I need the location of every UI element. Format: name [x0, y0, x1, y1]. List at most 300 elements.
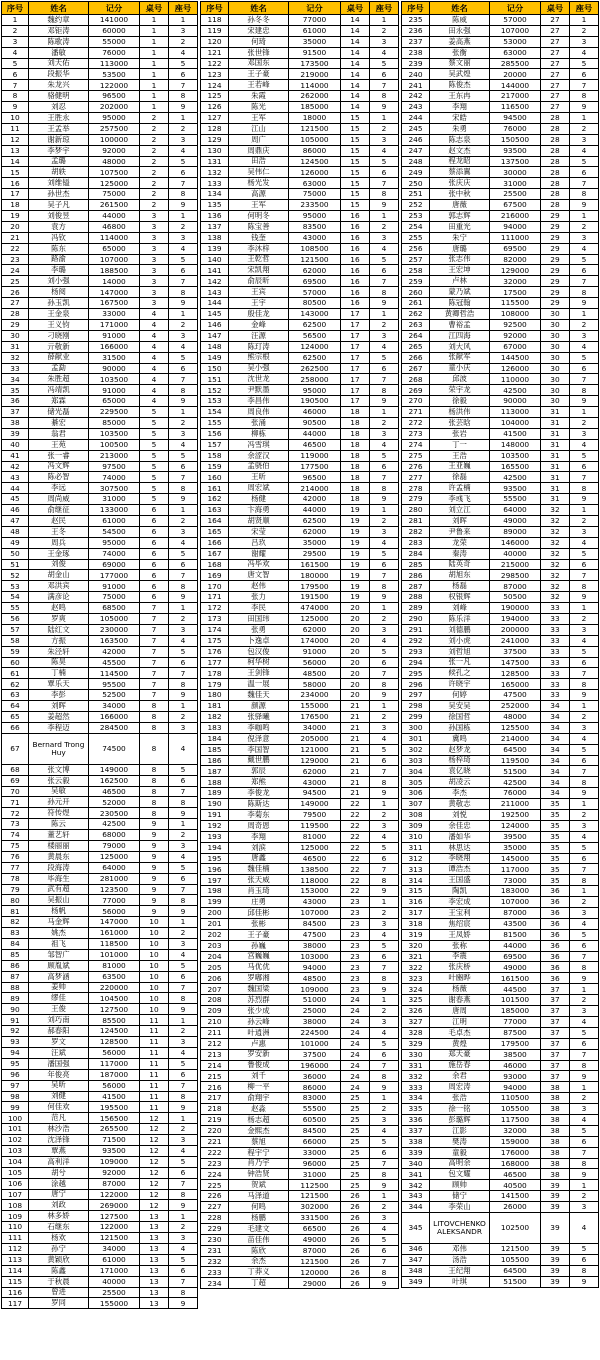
- cell-table: 2: [140, 123, 169, 134]
- cell-table: 31: [541, 439, 570, 450]
- cell-table: 39: [541, 1243, 570, 1254]
- header-score: 记分: [89, 2, 140, 15]
- cell-seq: 186: [201, 755, 229, 766]
- cell-name: 戴世鹏: [229, 755, 289, 766]
- cell-name: 刘晖: [430, 515, 490, 526]
- cell-seat: 6: [370, 951, 399, 962]
- cell-name: 曾进: [29, 1287, 89, 1298]
- cell-seq: 301: [402, 733, 430, 744]
- table-row: [201, 221, 399, 232]
- table-row: [2, 298, 198, 309]
- cell-name: 潘国强: [29, 1058, 89, 1069]
- cell-seq: 87: [2, 971, 29, 982]
- cell-seq: 128: [201, 123, 229, 134]
- cell-seq: 247: [402, 145, 430, 156]
- cell-table: 32: [541, 515, 570, 526]
- cell-table: 1: [140, 15, 169, 26]
- cell-score: 86000: [289, 145, 341, 156]
- cell-name: 李昌伟: [229, 396, 289, 407]
- cell-seq: 184: [201, 733, 229, 744]
- cell-seat: 4: [570, 47, 599, 58]
- cell-seat: 1: [370, 211, 399, 222]
- cell-seat: 8: [370, 287, 399, 298]
- table-row: [402, 243, 599, 254]
- cell-name: 朱泾轩: [29, 646, 89, 657]
- cell-table: 21: [341, 712, 370, 723]
- cell-seq: 11: [2, 123, 29, 134]
- cell-score: 121500: [289, 1191, 341, 1202]
- cell-name: 赵梦龙: [430, 744, 490, 755]
- cell-score: 141000: [89, 15, 140, 26]
- cell-score: 61000: [89, 515, 140, 526]
- cell-score: 87000: [89, 1178, 140, 1189]
- cell-seq: 34: [2, 374, 29, 385]
- cell-score: 101500: [490, 995, 541, 1006]
- cell-seat: 6: [370, 461, 399, 472]
- table-row: [2, 1243, 198, 1254]
- cell-name: 缪佳: [29, 993, 89, 1004]
- cell-seq: 308: [402, 810, 430, 821]
- cell-name: 田浩: [229, 156, 289, 167]
- cell-name: 胡凌云: [430, 777, 490, 788]
- cell-name: 吴子凡: [29, 200, 89, 211]
- cell-name: 蔡添翼: [430, 167, 490, 178]
- cell-table: 3: [140, 276, 169, 287]
- cell-score: 47500: [490, 690, 541, 701]
- table-row: [402, 352, 599, 363]
- cell-seq: 4: [2, 47, 29, 58]
- cell-score: 150500: [490, 134, 541, 145]
- cell-seat: 2: [570, 1093, 599, 1104]
- table-row: [2, 895, 198, 906]
- cell-table: 16: [341, 254, 370, 265]
- cell-seat: 1: [370, 309, 399, 320]
- cell-name: 鲁俊成: [229, 1060, 289, 1071]
- cell-seq: 44: [2, 483, 29, 494]
- cell-score: 54500: [89, 526, 140, 537]
- table-row: [2, 993, 198, 1004]
- cell-seat: 8: [570, 1265, 599, 1276]
- cell-name: 张云毅: [29, 775, 89, 786]
- table-row: [402, 918, 599, 929]
- cell-name: 张勇: [229, 624, 289, 635]
- cell-name: 刘峰: [430, 603, 490, 614]
- cell-table: 29: [541, 221, 570, 232]
- cell-seat: 9: [570, 102, 599, 113]
- cell-table: 9: [140, 895, 169, 906]
- cell-seq: 144: [201, 298, 229, 309]
- cell-score: 95000: [289, 385, 341, 396]
- table-row: [201, 820, 399, 831]
- cell-seq: 217: [201, 1093, 229, 1104]
- cell-score: 94500: [490, 113, 541, 124]
- cell-table: 6: [140, 570, 169, 581]
- cell-score: 93000: [490, 1071, 541, 1082]
- cell-seq: 233: [201, 1267, 229, 1278]
- cell-seq: 21: [2, 232, 29, 243]
- table-row: [2, 189, 198, 200]
- cell-seq: 302: [402, 744, 430, 755]
- cell-seq: 303: [402, 755, 430, 766]
- table-row: [2, 646, 198, 657]
- cell-score: 38500: [490, 1049, 541, 1060]
- cell-name: 徐一铭: [430, 1104, 490, 1115]
- cell-seat: 1: [370, 701, 399, 712]
- cell-name: 段海涛: [29, 862, 89, 873]
- cell-seq: 290: [402, 613, 430, 624]
- cell-seat: 5: [370, 646, 399, 657]
- cell-score: 265500: [89, 1124, 140, 1135]
- cell-name: 殷佳龙: [229, 309, 289, 320]
- cell-seat: 3: [570, 624, 599, 635]
- table-row: [402, 657, 599, 668]
- cell-table: 37: [541, 1006, 570, 1017]
- cell-seat: 7: [169, 1276, 198, 1287]
- cell-seat: 1: [169, 1113, 198, 1124]
- cell-name: 高明余: [430, 1158, 490, 1169]
- cell-name: 孙冬冬: [229, 15, 289, 26]
- table-row: [2, 145, 198, 156]
- table-row: [201, 799, 399, 810]
- cell-seq: 312: [402, 853, 430, 864]
- cell-seat: 5: [570, 842, 599, 853]
- cell-name: 许孟楠: [430, 483, 490, 494]
- cell-seat: 6: [370, 1147, 399, 1158]
- cell-seat: 8: [570, 777, 599, 788]
- cell-seat: 1: [169, 701, 198, 712]
- cell-name: 李程迈: [29, 722, 89, 733]
- cell-seat: 8: [570, 91, 599, 102]
- cell-name: 徐磊: [430, 472, 490, 483]
- cell-seat: 5: [570, 254, 599, 265]
- cell-seat: 2: [370, 221, 399, 232]
- cell-seat: 7: [370, 1158, 399, 1169]
- cell-table: 21: [341, 722, 370, 733]
- cell-table: 30: [541, 385, 570, 396]
- cell-name: 罗文: [29, 1037, 89, 1048]
- cell-score: 153000: [289, 886, 341, 897]
- cell-table: 15: [341, 189, 370, 200]
- cell-seat: 1: [370, 1191, 399, 1202]
- cell-score: 107500: [89, 167, 140, 178]
- cell-seq: 88: [2, 982, 29, 993]
- cell-score: 127500: [89, 1211, 140, 1222]
- cell-seat: 2: [370, 1104, 399, 1115]
- cell-score: 58000: [289, 679, 341, 690]
- cell-score: 107000: [289, 908, 341, 919]
- table-row: [201, 472, 399, 483]
- cell-seat: 2: [169, 1124, 198, 1135]
- cell-name: 赵文杰: [430, 145, 490, 156]
- cell-name: 黄颖欣: [29, 1254, 89, 1265]
- cell-seq: 321: [402, 951, 430, 962]
- cell-table: 33: [541, 690, 570, 701]
- table-row: [2, 786, 198, 797]
- standings-table-3: [401, 1, 599, 1288]
- cell-name: LITOVCHENKO ALEKSANDR: [430, 1212, 490, 1243]
- cell-name: 肖乃宇: [229, 1158, 289, 1169]
- cell-name: 邓洪宾: [29, 581, 89, 592]
- cell-seat: 7: [169, 668, 198, 679]
- cell-score: 233500: [289, 200, 341, 211]
- cell-seat: 2: [169, 221, 198, 232]
- cell-score: 73000: [490, 875, 541, 886]
- cell-name: 程宇宁: [229, 1147, 289, 1158]
- cell-seat: 5: [169, 352, 198, 363]
- cell-seq: 226: [201, 1191, 229, 1202]
- cell-name: 黄敬志: [430, 799, 490, 810]
- table-row: [2, 949, 198, 960]
- cell-score: 137500: [490, 156, 541, 167]
- table-row: [2, 483, 198, 494]
- table-row: [402, 200, 599, 211]
- cell-score: 214000: [289, 483, 341, 494]
- cell-name: 林多娇: [29, 1211, 89, 1222]
- cell-name: 陈昊: [29, 657, 89, 668]
- cell-table: 25: [341, 1136, 370, 1147]
- cell-name: 邓国东: [229, 58, 289, 69]
- cell-seq: 39: [2, 428, 29, 439]
- cell-seq: 69: [2, 775, 29, 786]
- cell-seat: 8: [169, 1287, 198, 1298]
- cell-score: 114000: [289, 80, 341, 91]
- table-row: [2, 407, 198, 418]
- cell-name: 祖飞: [29, 939, 89, 950]
- cell-table: 10: [140, 917, 169, 928]
- cell-seq: 127: [201, 113, 229, 124]
- cell-table: 16: [341, 243, 370, 254]
- cell-seq: 323: [402, 973, 430, 984]
- cell-score: 165500: [490, 461, 541, 472]
- cell-score: 143000: [289, 309, 341, 320]
- table-row: [2, 36, 198, 47]
- cell-seq: 342: [402, 1180, 430, 1191]
- cell-table: 2: [140, 113, 169, 124]
- cell-seat: 8: [169, 287, 198, 298]
- cell-table: 16: [341, 276, 370, 287]
- cell-name: 高梦涵: [29, 971, 89, 982]
- cell-table: 18: [341, 483, 370, 494]
- cell-seq: 291: [402, 624, 430, 635]
- cell-score: 262000: [289, 91, 341, 102]
- cell-score: 87000: [490, 581, 541, 592]
- cell-seq: 295: [402, 668, 430, 679]
- cell-score: 114500: [89, 668, 140, 679]
- cell-name: 年俊亮: [29, 1069, 89, 1080]
- cell-seat: 7: [169, 374, 198, 385]
- cell-seat: 1: [570, 984, 599, 995]
- cell-name: 张芸晗: [430, 417, 490, 428]
- cell-score: 62000: [289, 265, 341, 276]
- cell-score: 144000: [490, 80, 541, 91]
- cell-seat: 9: [570, 1276, 599, 1287]
- table-row: [402, 1169, 599, 1180]
- cell-seq: 121: [201, 47, 229, 58]
- cell-name: 冯毕欢: [229, 559, 289, 570]
- cell-name: 叶豳晔: [430, 973, 490, 984]
- cell-seat: 1: [169, 505, 198, 516]
- cell-seq: 1: [2, 15, 29, 26]
- cell-table: 17: [341, 363, 370, 374]
- cell-seat: 8: [370, 1071, 399, 1082]
- cell-name: 曹裕孟: [430, 319, 490, 330]
- table-row: [201, 613, 399, 624]
- cell-score: 121500: [289, 123, 341, 134]
- cell-name: 肖玉琦: [229, 886, 289, 897]
- cell-name: 储光磊: [29, 407, 89, 418]
- cell-seq: 336: [402, 1114, 430, 1125]
- cell-name: 王宾: [229, 287, 289, 298]
- table-row: [2, 1276, 198, 1287]
- cell-seq: 136: [201, 211, 229, 222]
- cell-seq: 124: [201, 80, 229, 91]
- cell-score: 68500: [89, 603, 140, 614]
- cell-table: 10: [140, 971, 169, 982]
- table-row: [402, 47, 599, 58]
- cell-seq: 27: [2, 298, 29, 309]
- table-row: [402, 265, 599, 276]
- cell-table: 25: [341, 1093, 370, 1104]
- cell-seat: 5: [570, 58, 599, 69]
- cell-seat: 9: [570, 1169, 599, 1180]
- cell-seq: 29: [2, 319, 29, 330]
- cell-seat: 4: [570, 831, 599, 842]
- cell-seat: 7: [570, 178, 599, 189]
- cell-score: 95000: [89, 113, 140, 124]
- cell-score: 230500: [89, 808, 140, 819]
- cell-seq: 272: [402, 417, 430, 428]
- cell-seat: 3: [570, 134, 599, 145]
- cell-seq: 95: [2, 1058, 29, 1069]
- cell-score: 46500: [89, 786, 140, 797]
- cell-name: 张庆桥: [430, 962, 490, 973]
- table-row: [201, 864, 399, 875]
- cell-seq: 252: [402, 200, 430, 211]
- cell-table: 31: [541, 428, 570, 439]
- cell-score: 81000: [89, 960, 140, 971]
- cell-table: 19: [341, 570, 370, 581]
- cell-seq: 48: [2, 526, 29, 537]
- cell-table: 33: [541, 679, 570, 690]
- table-row: [402, 733, 599, 744]
- cell-seat: 1: [370, 1093, 399, 1104]
- cell-seq: 241: [402, 80, 430, 91]
- table-row: [201, 1147, 399, 1158]
- cell-table: 24: [341, 1060, 370, 1071]
- cell-seq: 271: [402, 407, 430, 418]
- table-row: [2, 1113, 198, 1124]
- table-row: [402, 668, 599, 679]
- cell-name: 张庆庆: [430, 178, 490, 189]
- cell-seat: 2: [370, 613, 399, 624]
- cell-table: 19: [341, 592, 370, 603]
- cell-score: 90000: [490, 396, 541, 407]
- table-row: [402, 537, 599, 548]
- cell-score: 17500: [490, 287, 541, 298]
- cell-score: 43500: [490, 918, 541, 929]
- cell-score: 474000: [289, 603, 341, 614]
- cell-seq: 197: [201, 875, 229, 886]
- cell-seq: 75: [2, 841, 29, 852]
- cell-score: 176000: [490, 1147, 541, 1158]
- cell-seat: 4: [370, 635, 399, 646]
- cell-score: 84500: [289, 1125, 341, 1136]
- cell-table: 3: [140, 254, 169, 265]
- cell-seq: 334: [402, 1093, 430, 1104]
- table-row: [402, 298, 599, 309]
- cell-seat: 8: [169, 385, 198, 396]
- cell-seat: 9: [570, 788, 599, 799]
- cell-table: 15: [341, 134, 370, 145]
- cell-seat: 9: [169, 102, 198, 113]
- cell-table: 14: [341, 102, 370, 113]
- cell-score: 107000: [490, 25, 541, 36]
- cell-seat: 4: [169, 851, 198, 862]
- cell-table: 37: [541, 1016, 570, 1027]
- table-row: [402, 385, 599, 396]
- table-row: [402, 526, 599, 537]
- cell-score: 285500: [490, 58, 541, 69]
- table-row: [2, 363, 198, 374]
- table-row: [2, 526, 198, 537]
- table-row: [2, 232, 198, 243]
- cell-seat: 2: [370, 25, 399, 36]
- cell-table: 16: [341, 221, 370, 232]
- cell-name: 李璐: [29, 265, 89, 276]
- table-row: [201, 690, 399, 701]
- cell-seq: 192: [201, 820, 229, 831]
- cell-table: 20: [341, 668, 370, 679]
- table-row: [201, 309, 399, 320]
- cell-score: 144500: [490, 352, 541, 363]
- table-row: [201, 36, 399, 47]
- table-row: [2, 243, 198, 254]
- cell-seq: 174: [201, 624, 229, 635]
- cell-name: 唐璐: [430, 243, 490, 254]
- cell-name: 邱波: [430, 374, 490, 385]
- cell-score: 92000: [89, 145, 140, 156]
- cell-name: 刘健: [29, 1091, 89, 1102]
- cell-score: 105500: [490, 1254, 541, 1265]
- table-row: [201, 668, 399, 679]
- cell-table: 6: [140, 505, 169, 516]
- cell-score: 91000: [89, 330, 140, 341]
- cell-name: 段振华: [29, 69, 89, 80]
- table-row: [2, 1265, 198, 1276]
- cell-score: 200000: [490, 624, 541, 635]
- cell-table: 12: [140, 1178, 169, 1189]
- table-row: [402, 515, 599, 526]
- cell-seq: 74: [2, 830, 29, 841]
- cell-table: 25: [341, 1125, 370, 1136]
- cell-table: 29: [541, 287, 570, 298]
- cell-seat: 5: [570, 156, 599, 167]
- table-row: [2, 1145, 198, 1156]
- cell-table: 20: [341, 635, 370, 646]
- cell-table: 34: [541, 766, 570, 777]
- table-row: [402, 820, 599, 831]
- cell-table: 6: [140, 526, 169, 537]
- cell-seat: 5: [370, 352, 399, 363]
- cell-seat: 7: [570, 951, 599, 962]
- cell-name: 唐周: [430, 1006, 490, 1017]
- cell-score: 56000: [89, 1080, 140, 1091]
- cell-table: 36: [541, 918, 570, 929]
- cell-seq: 294: [402, 657, 430, 668]
- cell-seq: 307: [402, 799, 430, 810]
- cell-table: 23: [341, 908, 370, 919]
- cell-score: 51000: [289, 995, 341, 1006]
